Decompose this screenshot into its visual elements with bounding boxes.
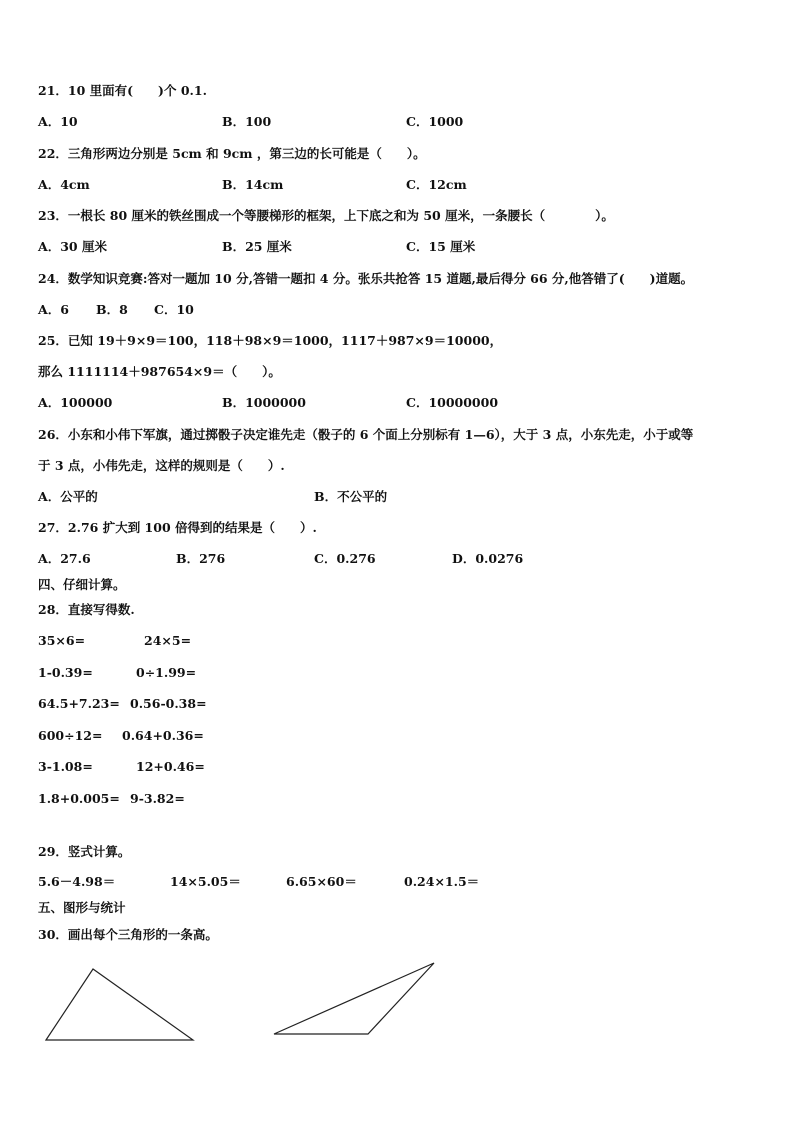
q21-option-c[interactable]: C．1000 xyxy=(406,114,464,129)
triangle-1[interactable] xyxy=(46,969,193,1040)
q29-expr: 5.6－4.98＝ xyxy=(38,874,116,889)
triangle-2[interactable] xyxy=(274,963,434,1034)
q27-stem: 27．2.76 扩大到 100 倍得到的结果是（ ）. xyxy=(38,520,317,535)
q25-option-a[interactable]: A．100000 xyxy=(38,395,113,410)
section-4-title: 四、仔细计算。 xyxy=(38,577,126,592)
q24-option-c[interactable]: C．10 xyxy=(154,302,194,317)
q28-expr: 0÷1.99= xyxy=(136,665,197,680)
section-5-title: 五、图形与统计 xyxy=(38,900,126,915)
q28-expr: 12+0.46= xyxy=(136,759,205,774)
q28-expr: 9-3.82= xyxy=(130,791,185,806)
q21-option-b[interactable]: B．100 xyxy=(222,114,272,129)
q27-option-b[interactable]: B．276 xyxy=(176,551,226,566)
q28-expr: 35×6= xyxy=(38,633,86,648)
q29-stem: 29．竖式计算。 xyxy=(38,844,131,859)
q21-stem: 21．10 里面有( )个 0.1. xyxy=(38,83,207,98)
q27-option-a[interactable]: A．27.6 xyxy=(38,551,91,566)
q24-option-b[interactable]: B．8 xyxy=(96,302,128,317)
q30-stem: 30．画出每个三角形的一条高。 xyxy=(38,927,218,942)
q22-stem: 22．三角形两边分别是 5cm 和 9cm ，第三边的长可能是（ ）。 xyxy=(38,146,426,161)
q21-option-a[interactable]: A．10 xyxy=(38,114,78,129)
q22-option-b[interactable]: B．14cm xyxy=(222,177,284,192)
q27-option-d[interactable]: D．0.0276 xyxy=(452,551,524,566)
q26-option-b[interactable]: B．不公平的 xyxy=(314,489,388,504)
q28-expr: 600÷12= xyxy=(38,728,103,743)
q28-expr: 0.56-0.38= xyxy=(130,696,207,711)
q22-option-a[interactable]: A．4cm xyxy=(38,177,90,192)
q23-option-c[interactable]: C．15 厘米 xyxy=(406,239,476,254)
q26-stem: 26．小东和小伟下军旗，通过掷骰子决定谁先走（骰子的 6 个面上分别标有 1—6），大于 3 点，小东先走，小于或等 xyxy=(38,427,694,442)
q27-option-c[interactable]: C．0.276 xyxy=(314,551,376,566)
q23-stem: 23．一根长 80 厘米的铁丝围成一个等腰梯形的框架，上下底之和为 50 厘米，一条腰长（ ）。 xyxy=(38,208,614,223)
q28-expr: 64.5+7.23= xyxy=(38,696,120,711)
q28-expr: 0.64+0.36= xyxy=(122,728,204,743)
q23-option-b[interactable]: B．25 厘米 xyxy=(222,239,292,254)
q24-option-a[interactable]: A．6 xyxy=(38,302,69,317)
q24-stem: 24．数学知识竞赛:答对一题加 10 分,答错一题扣 4 分。张乐共抢答 15 道题,最后得分 66 分,他答错了( )道题。 xyxy=(38,271,694,286)
q25-option-b[interactable]: B．1000000 xyxy=(222,395,306,410)
q28-expr: 1.8+0.005= xyxy=(38,791,120,806)
q23-option-a[interactable]: A．30 厘米 xyxy=(38,239,107,254)
q29-expr: 0.24×1.5＝ xyxy=(404,874,480,889)
q28-stem: 28．直接写得数. xyxy=(38,602,135,617)
q28-expr: 1-0.39= xyxy=(38,665,93,680)
q26-option-a[interactable]: A．公平的 xyxy=(38,489,98,504)
q25-stem: 25．已知 19＋9×9＝100，118＋98×9＝1000，1117＋987×9＝10000， xyxy=(38,333,503,348)
q26-stem-2: 于 3 点，小伟先走，这样的规则是（ ）. xyxy=(38,458,285,473)
q29-expr: 6.65×60＝ xyxy=(286,874,357,889)
q28-expr: 3-1.08= xyxy=(38,759,93,774)
q25-stem-2: 那么 1111114＋987654×9＝（ ）。 xyxy=(38,364,281,379)
q25-option-c[interactable]: C．10000000 xyxy=(406,395,499,410)
q22-option-c[interactable]: C．12cm xyxy=(406,177,467,192)
q29-expr: 14×5.05＝ xyxy=(170,874,241,889)
q28-expr: 24×5= xyxy=(144,633,192,648)
